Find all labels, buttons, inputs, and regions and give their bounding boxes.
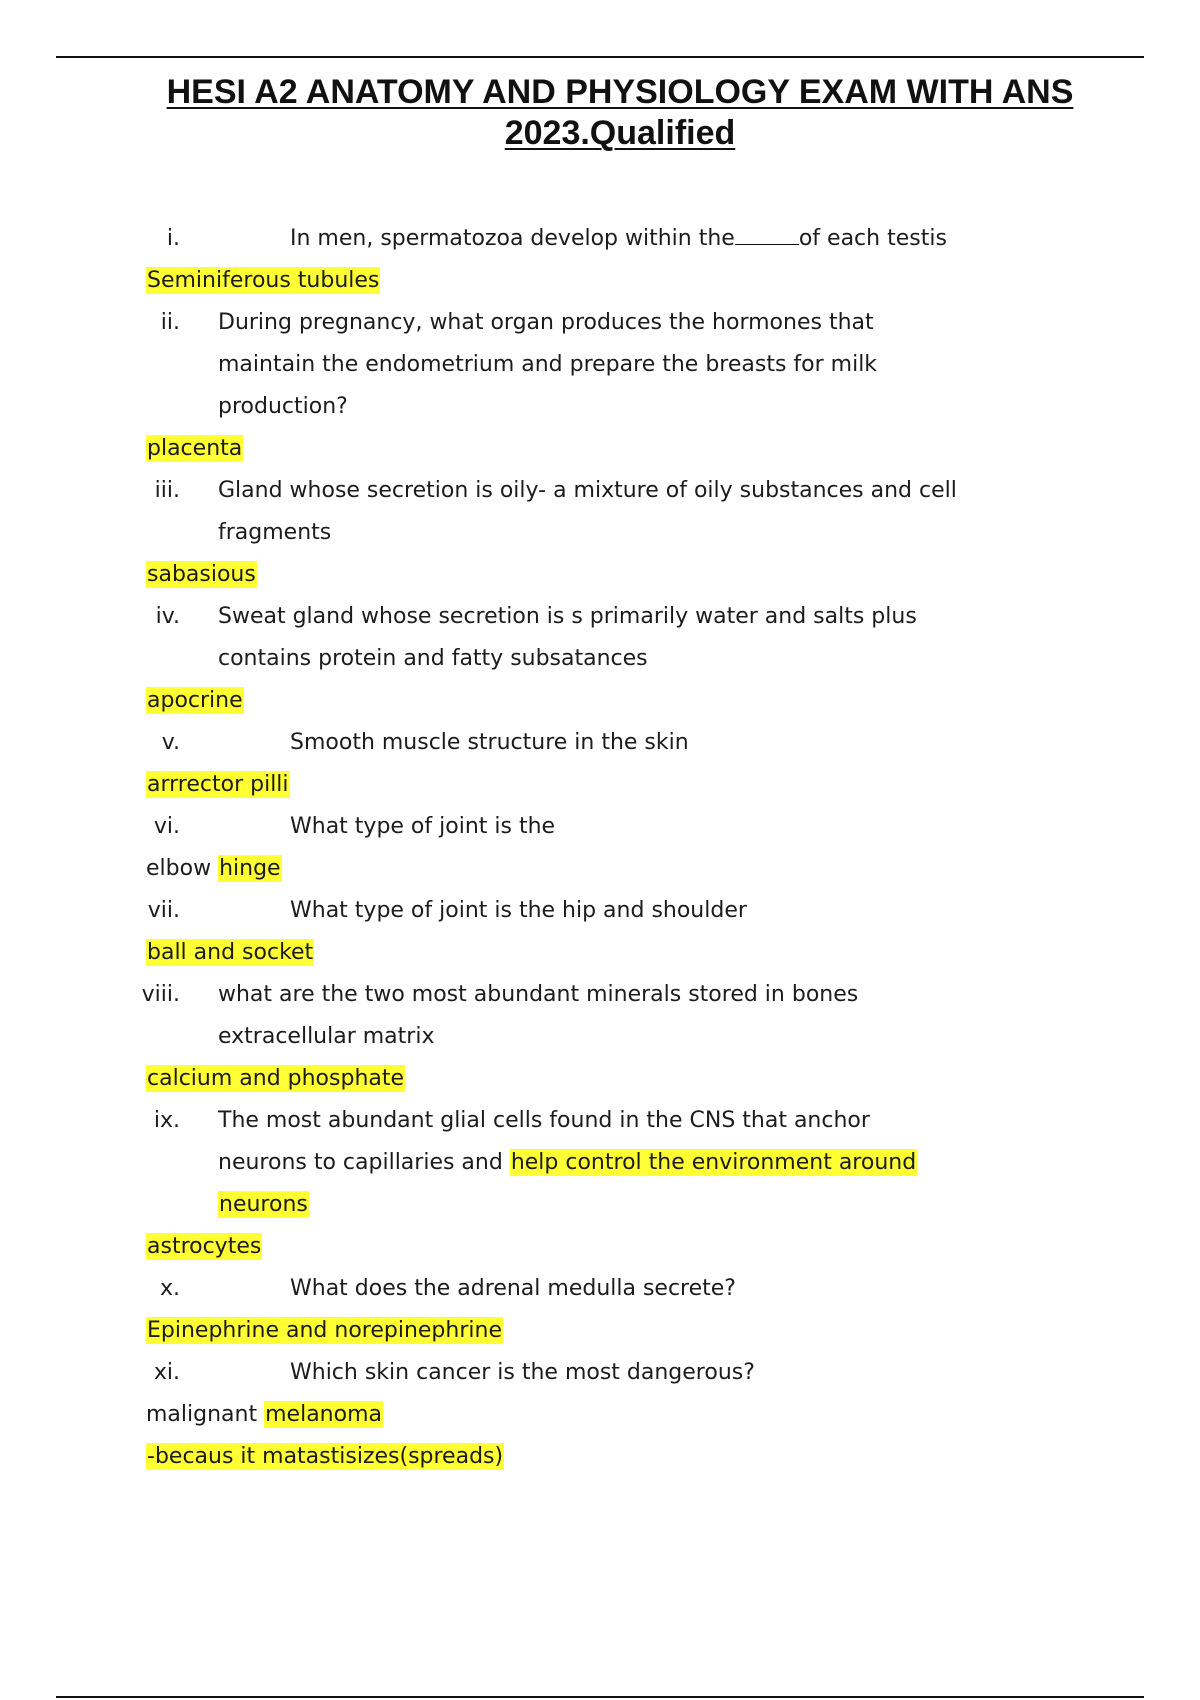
question-text: Sweat gland whose secretion is s primarily water and salts plus contains protein and fatty subsatances — [218, 604, 917, 671]
answer-iv: apocrine — [147, 688, 243, 713]
answer-blank — [735, 224, 799, 245]
question-text: what are the two most abundant minerals stored in bones extracellular matrix — [218, 982, 859, 1049]
title-line-1: HESI A2 ANATOMY AND PHYSIOLOGY EXAM WITH ANS — [166, 73, 1074, 111]
question-number: ii. — [160, 310, 180, 335]
question-text: What type of joint is the — [290, 814, 556, 839]
title-line-2: 2023.Qualified — [504, 114, 736, 152]
answer-viii: calcium and phosphate — [147, 1066, 405, 1091]
top-rule — [56, 56, 1144, 58]
bottom-rule — [56, 1696, 1144, 1698]
answer-vii: ball and socket — [147, 940, 314, 965]
question-number: i. — [166, 226, 180, 251]
question-text: In men, spermatozoa develop within the of each testis — [290, 226, 947, 251]
question-number: x. — [159, 1276, 180, 1301]
answer-ii: placenta — [147, 436, 243, 461]
question-number: iv. — [155, 604, 180, 629]
question-text: During pregnancy, what organ produces the hormones that maintain the endometrium and prepare the breasts for milk production? — [218, 310, 878, 419]
question-number: v. — [161, 730, 180, 755]
question-text: Gland whose secretion is oily- a mixture of oily substances and cell fragments — [218, 478, 957, 545]
question-text: What type of joint is the hip and shoulder — [290, 898, 747, 923]
answer-xi-note: -becaus it matastisizes(spreads) — [147, 1444, 504, 1469]
question-text: What does the adrenal medulla secrete? — [290, 1276, 736, 1301]
answer-i: Seminiferous tubules — [147, 268, 380, 293]
question-text: Which skin cancer is the most dangerous? — [290, 1360, 755, 1385]
answer-x: Epinephrine and norepinephrine — [147, 1318, 502, 1343]
answer-ix: astrocytes — [147, 1234, 262, 1259]
question-number: vii. — [147, 898, 180, 923]
answer-v: arrrector pilli — [147, 772, 289, 797]
question-number: iii. — [154, 478, 180, 503]
page-title — [80, 72, 1160, 154]
question-text: Smooth muscle structure in the skin — [290, 730, 689, 755]
answer-vi: elbow hinge — [146, 856, 281, 881]
question-number: xi. — [153, 1360, 180, 1385]
answer-xi: malignant melanoma — [146, 1402, 382, 1427]
answer-iii: sabasious — [147, 562, 256, 587]
question-number: vi. — [153, 814, 180, 839]
question-number: ix. — [153, 1108, 180, 1133]
question-text: The most abundant glial cells found in the CNS that anchor neurons to capillaries and help control the environment around neurons — [218, 1108, 917, 1217]
question-number: viii. — [141, 982, 180, 1007]
